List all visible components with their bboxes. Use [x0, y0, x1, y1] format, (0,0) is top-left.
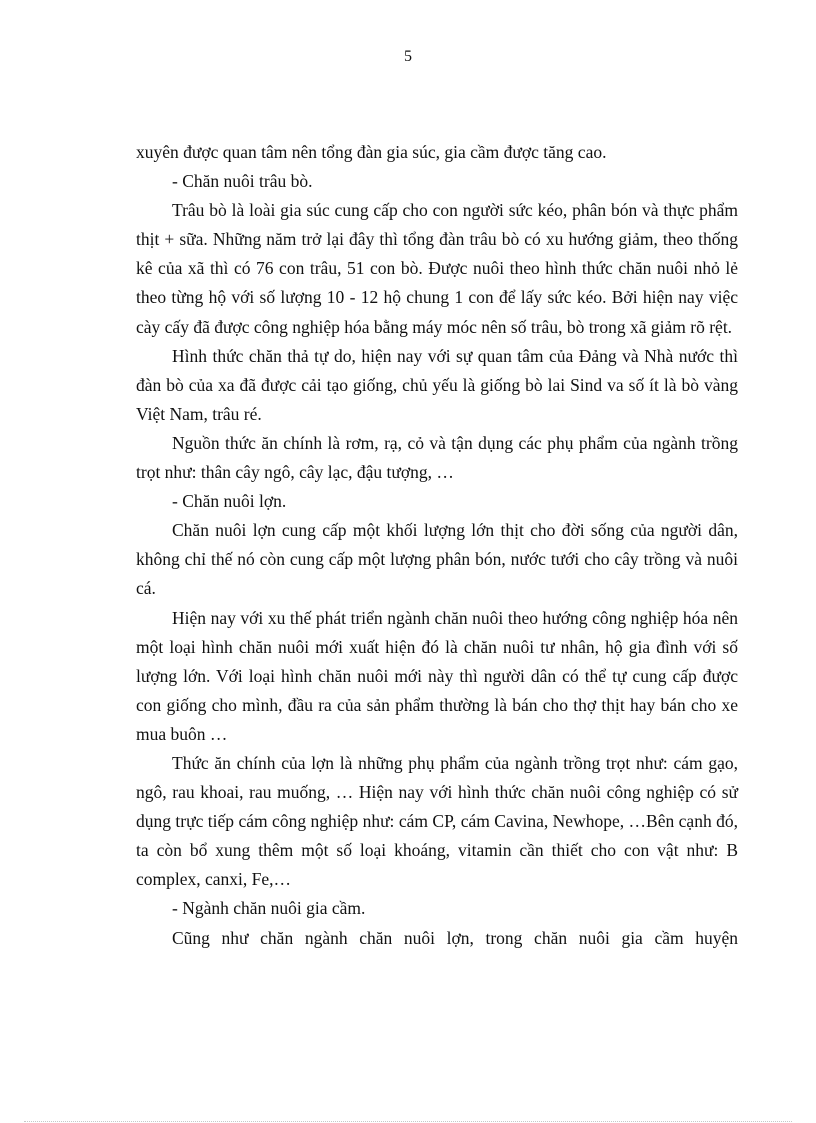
page-number: 5	[404, 48, 412, 65]
paragraph-pig-industrial: Hiện nay với xu thế phát triển ngành chăn nuôi theo hướng công nghiệp hóa nên một loại hình chăn nuôi mới xuất hiện đó là chăn nuôi tư nhân, hộ gia đình với số lượng lớn. Với loại hình chăn nuôi mới này thì người dân có thể tự cung cấp được con giống cho mình, đầu ra của sản phẩm thường là bán cho thợ thịt hay bán cho xe mua buôn …	[136, 607, 738, 744]
paragraph-poultry-intro: Cũng như chăn ngành chăn nuôi lợn, trong chăn nuôi gia cầm huyện	[172, 927, 738, 948]
heading-cattle-buffalo: - Chăn nuôi trâu bò.	[172, 171, 313, 192]
page-bottom-divider	[24, 1121, 792, 1122]
paragraph-cattle-feed: Nguồn thức ăn chính là rơm, rạ, cỏ và tận dụng các phụ phẩm của ngành trồng trọt như: thân cây ngô, cây lạc, đậu tượng, …	[136, 432, 738, 483]
heading-pig: - Chăn nuôi lợn.	[172, 491, 287, 512]
body-text	[136, 138, 738, 953]
paragraph-pig-feed: Thức ăn chính của lợn là những phụ phẩm của ngành trồng trọt như: cám gạo, ngô, rau khoai, rau muống, … Hiện nay với hình thức chăn nuôi công nghiệp có sử dụng trực tiếp cám công nghiệp như: cám CP, cám Cavina, Newhope, …Bên cạnh đó, ta còn bổ xung thêm một số loại khoáng, vitamin cần thiết cho con vật như: B complex, canxi, Fe,…	[136, 752, 738, 890]
paragraph-pig-intro: Chăn nuôi lợn cung cấp một khối lượng lớn thịt cho đời sống của người dân, không chỉ thế nó còn cung cấp một lượng phân bón, nước tưới cho cây trồng và nuôi cá.	[136, 520, 738, 599]
heading-poultry: - Ngành chăn nuôi gia cầm.	[172, 898, 366, 919]
paragraph-continuation: xuyên được quan tâm nên tổng đàn gia súc, gia cầm được tăng cao.	[136, 142, 607, 162]
paragraph-cattle-intro: Trâu bò là loài gia súc cung cấp cho con người sức kéo, phân bón và thực phẩm thịt + sữa. Những năm trở lại đây thì tổng đàn trâu bò có xu hướng giảm, theo thống kê của xã thì có 76 con trâu, 51 con bò. Được nuôi theo hình thức chăn nuôi nhỏ lẻ theo từng hộ với số lượng 10 - 12 hộ chung 1 con để lấy sức kéo. Bởi hiện nay việc cày cấy đã được công nghiệp hóa bằng máy móc nên số trâu, bò trong xã giảm rõ rệt.	[136, 200, 738, 337]
paragraph-cattle-breeds: Hình thức chăn thả tự do, hiện nay với sự quan tâm của Đảng và Nhà nước thì đàn bò của xa đã được cải tạo giống, chủ yếu là giống bò lai Sind va số ít là bò vàng Việt Nam, trâu ré.	[136, 345, 738, 424]
